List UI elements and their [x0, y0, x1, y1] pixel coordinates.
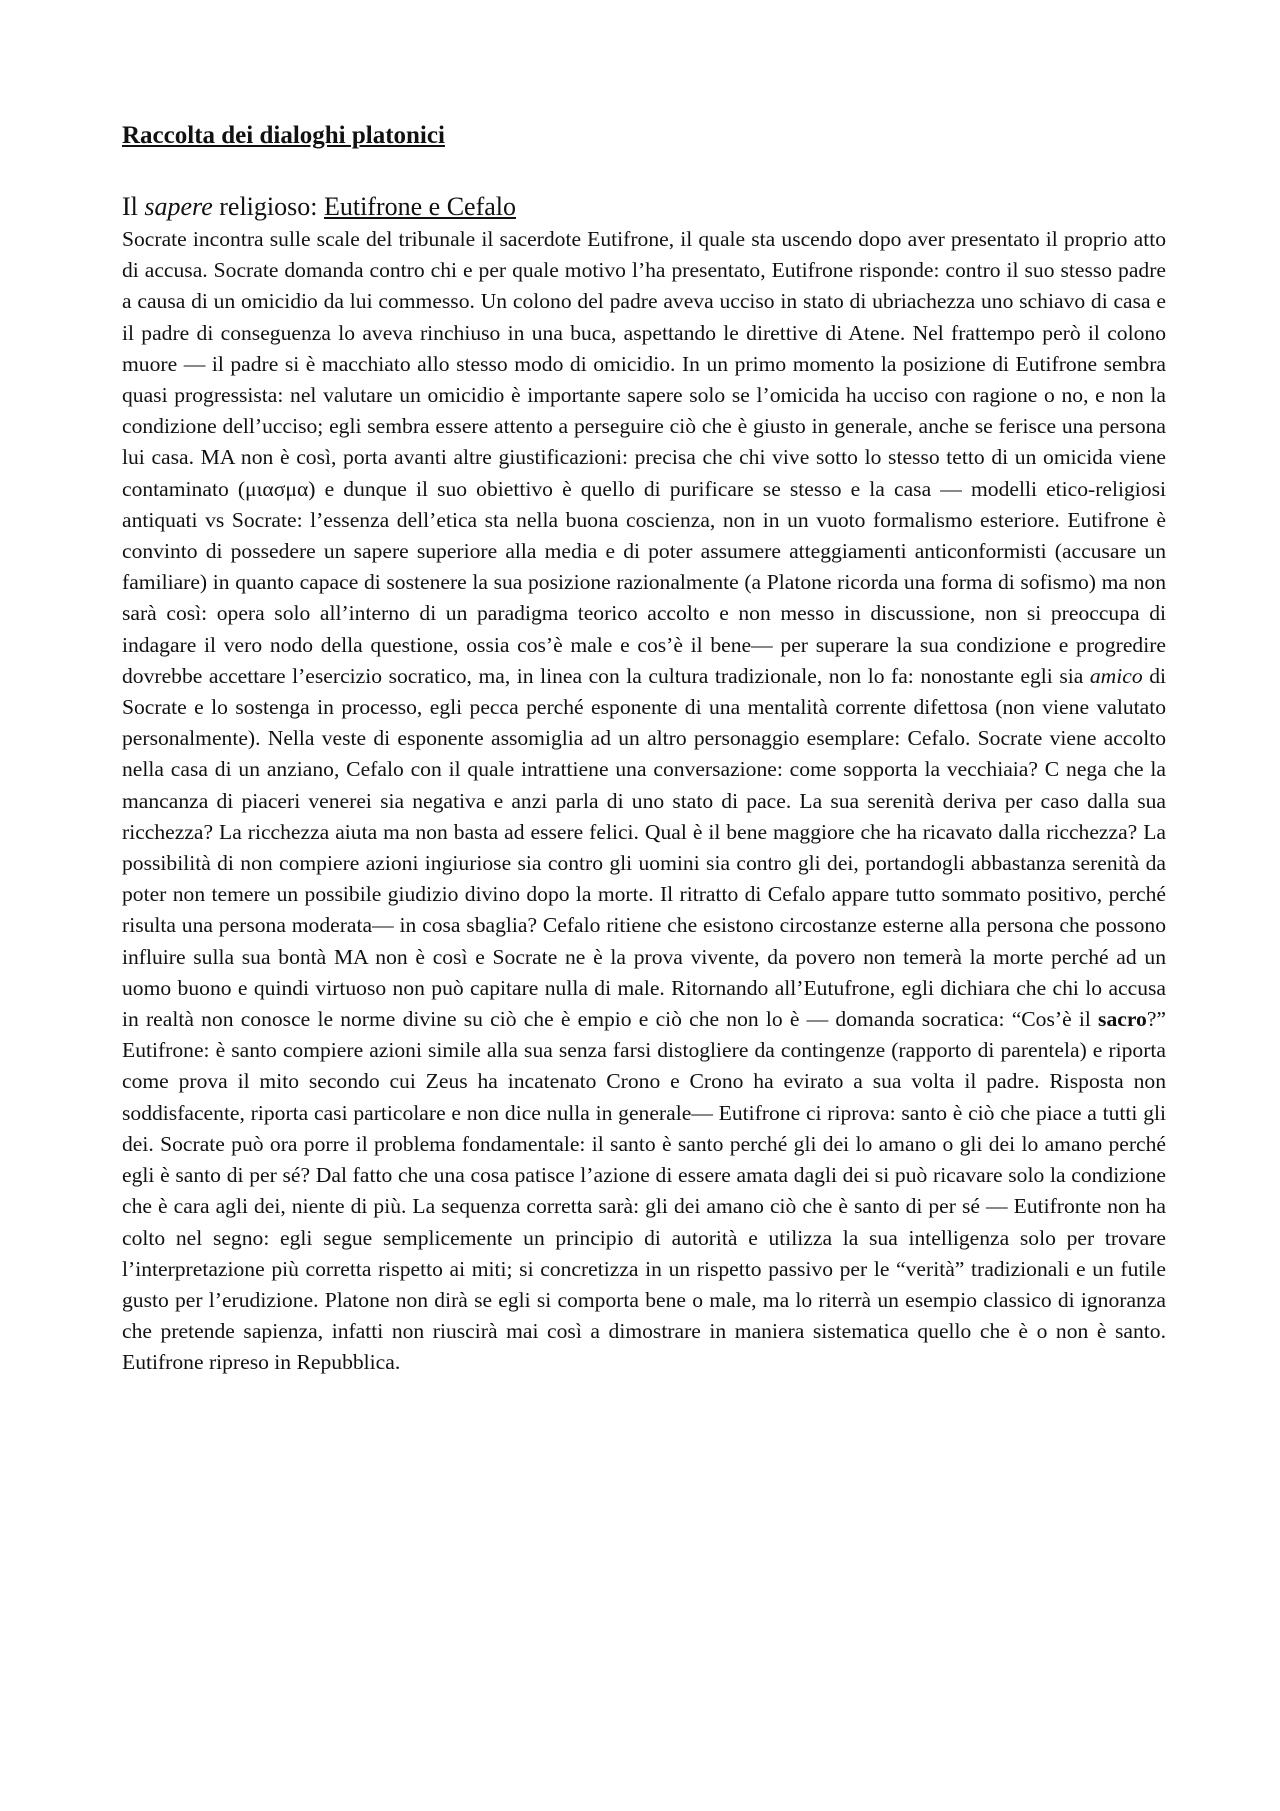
section-heading-prefix: Il — [122, 192, 145, 221]
paragraph-bold-word: sacro — [1098, 1007, 1147, 1032]
document-page — [122, 120, 1166, 1379]
paragraph-italic-word: amico — [1089, 663, 1143, 688]
body-paragraph — [122, 224, 1166, 1379]
paragraph-part-1: Socrate incontra sulle scale del tribunale il sacerdote Eutifrone, il quale sta uscendo dopo aver presentato il proprio atto di accusa. Socrate domanda contro chi e per quale motivo l’ha presentato, Eutifrone risponde: contro il suo stesso padre a causa di un omicidio da lui commesso. Un colono del padre aveva ucciso in stato di ubriachezza uno schiavo di casa e il padre di conseguenza lo aveva rinchiuso in una buca, aspettando le direttive di Atene. Nel frattempo però il colono muore — il padre si è macchiato allo stesso modo di omicidio. In un primo momento la posizione di Eutifrone sembra quasi progressista: nel valutare un omicidio è importante sapere solo se l’omicida ha ucciso con ragione o no, e non la condizione dell’ucciso; egli sembra essere attento a perseguire ciò che è giusto in generale, anche se ferisce una persona lui casa. MA non è così, porta avanti altre giustificazioni: precisa che chi vive sotto lo stesso tetto di un omicida viene contaminato (μιασμα) e dunque il suo obiettivo è quello di purificare se stesso e la casa — modelli etico-religiosi antiquati vs Socrate: l’essenza dell’etica sta nella buona coscienza, non in un vuoto formalismo esteriore. Eutifrone è convinto di possedere un sapere superiore alla media e di poter assumere atteggiamenti anticonformisti (accusare un familiare) in quanto capace di sostenere la sua posizione razionalmente (a Platone ricorda una forma di sofismo) ma non sarà così: opera solo all’interno di un paradigma teorico accolto e non messo in discussione, non si preoccupa di indagare il vero nodo della questione, ossia cos’è male e cos’è il bene— per superare la sua condizione e progredire dovrebbe accettare l’esercizio socratico, ma, in linea con la cultura tradizionale, non lo fa: nonostante egli sia — [122, 227, 1166, 688]
section-heading-middle: religioso: — [212, 192, 324, 221]
section-heading-italic: sapere — [144, 192, 213, 221]
section-heading — [122, 190, 1166, 224]
section-heading-underlined: Eutifrone e Cefalo — [323, 192, 516, 221]
document-title: Raccolta dei dialoghi platonici — [122, 122, 445, 149]
paragraph-part-2: di Socrate e lo sostenga in processo, egli pecca perché esponente di una mentalità corrente difettosa (non viene valutato personalmente). Nella veste di esponente assomiglia ad un altro personaggio esemplare: Cefalo. Socrate viene accolto nella casa di un anziano, Cefalo con il quale intrattiene una conversazione: come sopporta la vecchiaia? C nega che la mancanza di piaceri venerei sia negativa e anzi parla di uno stato di pace. La sua serenità deriva per caso dalla sua ricchezza? La ricchezza aiuta ma non basta ad essere felici. Qual è il bene maggiore che ha ricavato dalla ricchezza? La possibilità di non compiere azioni ingiuriose sia contro gli uomini sia contro gli dei, portandogli abbastanza serenità da poter non temere un possibile giudizio divino dopo la morte. Il ritratto di Cefalo appare tutto sommato positivo, perché risulta una persona moderata— in cosa sbaglia? Cefalo ritiene che esistono circostanze esterne alla persona che possono influire sulla sua bontà MA non è così e Socrate ne è la prova vivente, da povero non temerà la morte perché ad un uomo buono e quindi virtuoso non può capitare nulla di male. Ritornando all’Eutufrone, egli dichiara che chi lo accusa in realtà non conosce le norme divine su ciò che è empio e ciò che non lo è — domanda socratica: “Cos’è il — [122, 663, 1166, 1032]
paragraph-part-3: ?” Eutifrone: è santo compiere azioni simile alla sua senza farsi distogliere da contingenze (rapporto di parentela) e riporta come prova il mito secondo cui Zeus ha incatenato Crono e Crono ha evirato a sua volta il padre. Risposta non soddisfacente, riporta casi particolare e non dice nulla in generale— Eutifrone ci riprova: santo è ciò che piace a tutti gli dei. Socrate può ora porre il problema fondamentale: il santo è santo perché gli dei lo amano o gli dei lo amano perché egli è santo di per sé? Dal fatto che una cosa patisce l’azione di essere amata dagli dei si può ricavare solo la condizione che è cara agli dei, niente di più. La sequenza corretta sarà: gli dei amano ciò che è santo di per sé — Eutifronte non ha colto nel segno: egli segue semplicemente un principio di autorità e utilizza la sua intelligenza solo per trovare l’interpretazione più corretta rispetto ai miti; si concretizza in un rispetto passivo per le “verità” tradizionali e un futile gusto per l’erudizione. Platone non dirà se egli si comporta bene o male, ma lo riterrà un esempio classico di ignoranza che pretende sapienza, infatti non riuscirà mai così a dimostrare in maniera sistematica quello che è o non è santo. Eutifrone ripreso in Repubblica. — [122, 1007, 1166, 1375]
